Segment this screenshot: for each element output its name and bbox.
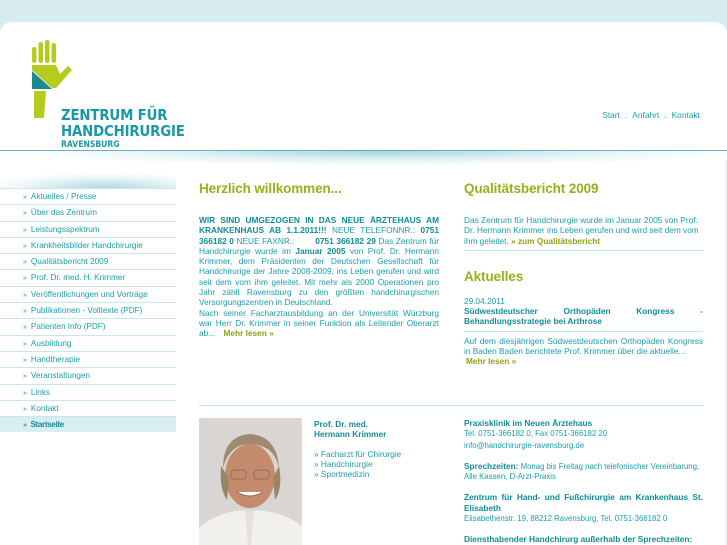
hours-text: Monag bis Freitag nach telefonischer Vereinbarung, Alle Kassen, D-Arzt-Praxis [464, 461, 700, 482]
sidebar-item-kontakt[interactable] [0, 400, 176, 416]
sidebar-item-label: Kontakt [30, 403, 59, 413]
doctor-photo [199, 418, 302, 545]
contact-info [464, 418, 703, 545]
chevron-right-icon: » [23, 405, 27, 413]
chevron-right-icon: » [23, 242, 27, 250]
clinic-phone: Tel. 0751-366182 0, Fax 0751-366182 20 [464, 429, 608, 439]
chevron-right-icon: » [23, 259, 27, 267]
news-teaser [464, 336, 703, 367]
news-divider [464, 331, 703, 332]
section-divider [464, 250, 703, 251]
sidebar-nav [0, 188, 176, 432]
sidebar-item-label: Ausbildung [30, 338, 72, 348]
sidebar-item-label: Leistungsspektrum [30, 224, 100, 234]
content-divider [199, 405, 703, 406]
hours-label: Sprechzeiten: [464, 460, 519, 471]
welcome-title: Herzlich willkommen... [199, 181, 342, 196]
doctor-profile [314, 419, 444, 479]
clinic-title: Praxisklinik im Neuen Ärztehaus [464, 418, 593, 428]
sidebar-item-patienten-info[interactable] [0, 318, 176, 334]
move-notice: WIR SIND UMGEZOGEN IN DAS NEUE ÄRZTEHAUS AM KRANKENHAUS AB 1.1.2011!!! [199, 215, 439, 236]
quality-text [464, 215, 703, 246]
top-navigation [602, 110, 700, 120]
quality-description: Das Zentrum für Handchirurgie wurde im Januar 2005 von Prof. Dr. Hermann Krimmer ins Leben gerufen und wird seit dem vom ihm geleitet. [464, 215, 699, 246]
sidebar-item-qualitaetsbericht[interactable] [0, 253, 176, 269]
news-item [464, 296, 703, 367]
sidebar-item-label: Patienten Info (PDF) [30, 322, 106, 332]
topnav-separator: . [624, 110, 628, 120]
chevron-right-icon: » [23, 389, 27, 397]
biography-text: Nach seiner Facharztausbildung an der Universität Würzburg war Herr Dr. Krimmer in seiner Funktion als Leitender Oberarzt ab... [199, 307, 439, 339]
logo-title-line2: HANDCHIRURGIE [61, 122, 185, 140]
specialties-list [314, 449, 444, 480]
site-logo[interactable] [30, 38, 185, 150]
specialty-item: » Handchirurgie [314, 458, 373, 469]
sidebar-shadow [0, 174, 176, 188]
hospital-title: Zentrum für Hand- und Fußchirurgie am Krankenhaus St. Elisabeth [464, 492, 703, 513]
logo-title-line1: ZENTRUM FÜR [61, 106, 168, 124]
oncall-title: Diensthabender Handchirurg außerhalb der Sprechzeiten: [464, 534, 693, 545]
doctor-name-line2: Hermann Krimmer [314, 429, 387, 440]
chevron-right-icon: » [23, 291, 27, 299]
welcome-section [199, 160, 439, 339]
doctor-name-line1: Prof. Dr. med. [314, 419, 368, 429]
topnav-kontakt-link[interactable]: Kontakt [671, 110, 700, 120]
sidebar-item-veranstaltungen[interactable] [0, 367, 176, 383]
phone-value: 0751 366182 0 [199, 225, 439, 246]
news-headline-link[interactable] [464, 306, 703, 327]
sidebar-item-label: Qualitätsbericht 2009 [30, 257, 109, 267]
sidebar-item-ueber-das-zentrum[interactable] [0, 204, 176, 220]
sidebar-item-krimmer[interactable] [0, 269, 176, 285]
sidebar-item-label: Publikationen - Volltexte (PDF) [30, 306, 143, 316]
sidebar-item-label: Handtherapie [30, 354, 81, 364]
specialty-item: » Facharzt für Chirurgie [314, 448, 402, 459]
quality-title: Qualitätsbericht 2009 [464, 181, 599, 196]
news-headline: Südwestdeutscher Orthopäden Kongress - Behandlungsstrategie bei Arthrose [464, 306, 703, 327]
fax-label: NEUE FAXNR.: [233, 235, 316, 246]
right-column [464, 160, 703, 367]
sidebar-item-label: Startseite [30, 420, 64, 430]
portrait-image [199, 418, 302, 545]
chevron-right-icon: » [23, 422, 27, 430]
sidebar-item-aktuelles[interactable] [0, 188, 176, 204]
sidebar-item-label: Veröffentlichungen und Vorträge [30, 289, 148, 299]
phone-label: NEUE TELEFONNR.: [326, 225, 421, 236]
logo-subtitle: RAVENSBURG [61, 140, 120, 150]
sidebar-item-handtherapie[interactable] [0, 351, 176, 367]
clinic-block [464, 418, 703, 451]
sidebar-item-label: Über das Zentrum [30, 208, 97, 218]
specialty-item: » Sportmedizin [314, 469, 370, 480]
chevron-right-icon: » [23, 275, 27, 283]
welcome-read-more-link[interactable]: Mehr lesen » [223, 328, 274, 339]
intro-text: Das Zentrum für Handchirurgie wurde im [199, 235, 440, 256]
sidebar-item-label: Veranstaltungen [30, 371, 91, 381]
clinic-email-link[interactable]: info@handchirurgie-ravensburg.de [464, 440, 585, 450]
sidebar-item-label: Prof. Dr. med. H. Krimmer [30, 273, 126, 283]
sidebar-item-label: Krankheitsbilder Handchirurgie [30, 240, 143, 250]
quality-report-link[interactable]: » zum Qualitätsbericht [511, 235, 601, 246]
news-read-more-link[interactable]: Mehr lesen » [466, 356, 517, 367]
welcome-text [199, 215, 439, 339]
founding-date: Januar 2005 [295, 245, 346, 256]
hospital-address: Elisabethenstr. 19, 88212 Ravensburg, Tel. 0751-366182 0 [464, 514, 668, 524]
sidebar-item-label: Links [30, 387, 51, 397]
chevron-right-icon: » [23, 308, 27, 316]
chevron-right-icon: » [23, 373, 27, 381]
news-title: Aktuelles [464, 268, 524, 284]
sidebar-item-leistungsspektrum[interactable] [0, 221, 176, 237]
sidebar-item-publikationen[interactable] [0, 302, 176, 318]
news-date: 29.04.2011 [464, 295, 505, 306]
sidebar-item-label: Aktuelles / Presse [30, 192, 97, 201]
chevron-right-icon: » [23, 194, 27, 201]
oncall-block [464, 534, 703, 544]
chevron-right-icon: » [23, 340, 27, 348]
topnav-start-link[interactable]: Start [602, 110, 620, 120]
news-teaser-text: Auf dem diesjährigen Südwestdeutschen Orthopäden Kongress in Baden Baden berichtete Prof. Krimmer über die aktuelle... [464, 335, 703, 357]
topnav-separator: . [664, 110, 667, 120]
sidebar-item-veroeffentlichungen[interactable] [0, 286, 176, 302]
chevron-right-icon: » [23, 324, 27, 332]
fax-value: 0751 366182 29 [315, 235, 376, 246]
sidebar-item-krankheitsbilder[interactable] [0, 237, 176, 253]
hours-block [464, 461, 703, 483]
chevron-right-icon: » [23, 210, 27, 218]
chevron-right-icon: » [23, 356, 27, 364]
topnav-anfahrt-link[interactable]: Anfahrt [632, 110, 660, 120]
intro-text-continued: von Prof. Dr. Hermann Krimmer, dem Präsidenten der Deutschen Gesellschaft für Handchirurige der Jahre 2008-2009, ins Leben gerufen und wird seit dem vom ihm geleitet. Mit mehr als 2000 Operationen pro Jahr zählt Ravensburg zu den größten handchirurgischen Versorgungszentren in Deutschland. [199, 245, 439, 308]
sidebar-item-ausbildung[interactable] [0, 335, 176, 351]
chevron-right-icon: » [23, 226, 27, 234]
sidebar-item-startseite[interactable] [0, 416, 176, 432]
hospital-block [464, 492, 703, 524]
sidebar-item-links[interactable] [0, 384, 176, 400]
